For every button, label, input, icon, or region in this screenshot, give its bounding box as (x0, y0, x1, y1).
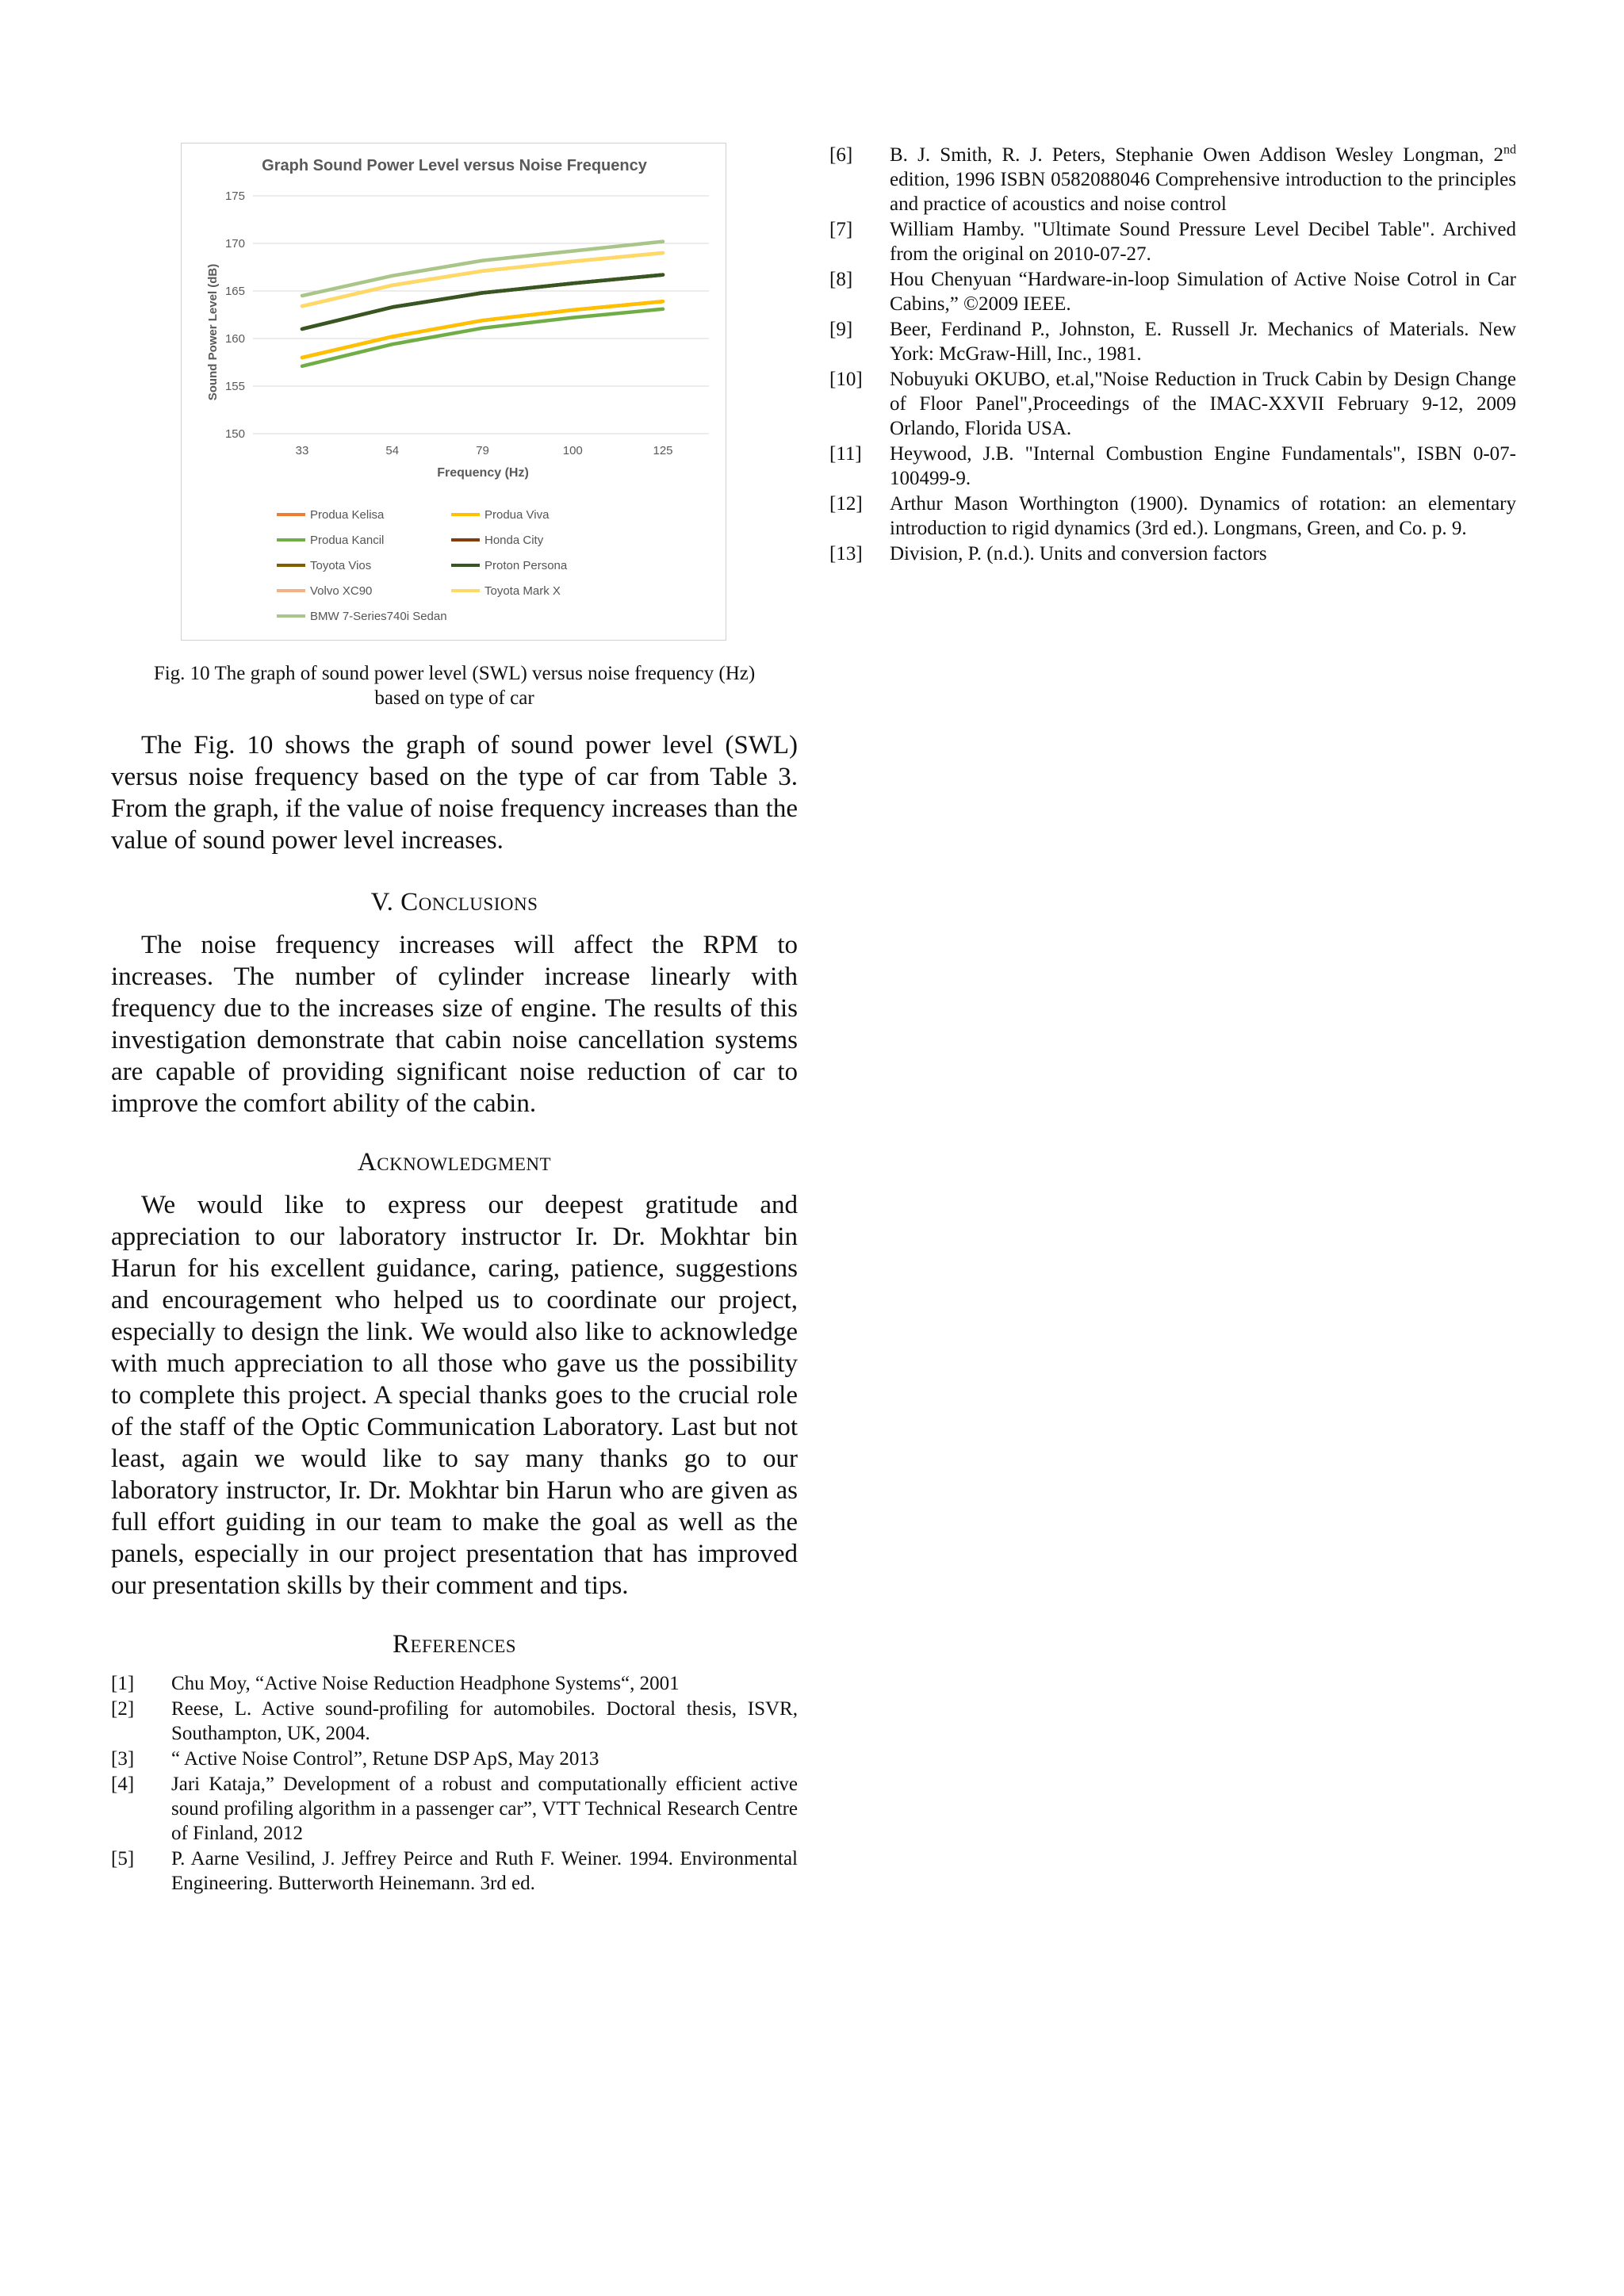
reference-text: Reese, L. Active sound-profiling for automobiles. Doctoral thesis, ISVR, Southampton, UK, 2004. (171, 1698, 798, 1744)
references-list-right (829, 143, 1516, 566)
chart-legend (277, 507, 689, 624)
reference-item (829, 143, 1516, 216)
reference-number: [8] (829, 269, 853, 290)
figure-10 (181, 143, 726, 641)
left-column (111, 143, 798, 1896)
reference-number: [3] (111, 1748, 135, 1770)
references-heading: References (392, 1630, 517, 1659)
reference-item (111, 1846, 798, 1896)
reference-text: Beer, Ferdinand P., Johnston, E. Russell Jr. Mechanics of Materials. New York: McGraw-Hill, Inc., 1981. (890, 319, 1516, 365)
references-list-left (111, 1671, 798, 1896)
x-tick-label: 100 (562, 444, 583, 457)
reference-text: Division, P. (n.d.). Units and conversion factors (890, 543, 1267, 564)
reference-superscript: nd (1503, 143, 1516, 157)
legend-label: Produa Viva (485, 507, 550, 522)
reference-item (829, 317, 1516, 366)
legend-entry (277, 608, 451, 624)
legend-swatch (277, 589, 305, 592)
legend-entry (277, 507, 451, 522)
y-tick-label: 155 (224, 380, 245, 393)
legend-label: Produa Kelisa (310, 507, 385, 522)
right-column (829, 143, 1516, 567)
reference-text (890, 143, 1516, 216)
reference-item (829, 217, 1516, 266)
reference-number: [5] (111, 1848, 135, 1869)
chart-y-ticks (225, 189, 245, 441)
reference-number: [10] (829, 369, 863, 390)
reference-item (111, 1671, 798, 1696)
legend-swatch (277, 513, 305, 516)
reference-text: Chu Moy, “Active Noise Reduction Headphone Systems“, 2001 (171, 1673, 680, 1694)
y-tick-label: 160 (224, 332, 245, 346)
legend-entry (451, 507, 642, 522)
legend-label: Produa Kancil (310, 533, 385, 547)
legend-swatch (451, 513, 480, 516)
reference-text: William Hamby. "Ultimate Sound Pressure Level Decibel Table". Archived from the original on 2010-07-27. (890, 219, 1516, 265)
legend-entry (451, 583, 642, 599)
y-tick-label: 170 (224, 237, 245, 251)
x-tick-label: 54 (385, 444, 400, 457)
reference-item (829, 541, 1516, 566)
legend-swatch (277, 538, 305, 541)
legend-label: BMW 7-Series740i Sedan (310, 609, 447, 623)
conclusions-heading: V. Conclusions (370, 888, 538, 916)
legend-swatch (451, 589, 480, 592)
reference-text-part: B. J. Smith, R. J. Peters, Stephanie Owen Addison Wesley Longman, 2 (890, 144, 1503, 166)
reference-number: [4] (111, 1774, 135, 1795)
chart-x-axis-label: Frequency (Hz) (437, 466, 529, 480)
reference-item (829, 442, 1516, 491)
reference-number: [9] (829, 319, 853, 340)
legend-swatch (451, 564, 480, 567)
reference-number: [12] (829, 493, 863, 515)
legend-label: Honda City (485, 533, 544, 547)
y-tick-label: 150 (224, 427, 245, 441)
legend-label: Proton Persona (485, 558, 568, 572)
legend-swatch (451, 538, 480, 541)
chart-y-axis-label: Sound Power Level (dB) (206, 263, 220, 401)
acknowledgment-paragraph: We would like to express our deepest gratitude and appreciation to our laboratory instructor Ir. Dr. Mokhtar bin Harun for his excellent guidance, caring, patience, suggestions and encouragement who helped us to coordinate our project, especially to design the link. We would also like to acknowledge with much appreciation to all those who gave us the possibility to complete this project. A special thanks goes to the crucial role of the staff of the Optic Communication Laboratory. Last but not least, again we would like to say many thanks go to our laboratory instructor, Ir. Dr. Mokhtar bin Harun who are given as full effort guiding in our team to make the goal as well as the panels, especially in our project presentation that has improved our presentation skills by their comment and tips. (111, 1191, 798, 1600)
reference-text: Arthur Mason Worthington (1900). Dynamics of rotation: an elementary introduction to rigid dynamics (3rd ed.). Longmans, Green, and Co. p. 9. (890, 493, 1516, 539)
legend-entry (277, 532, 451, 548)
legend-swatch (277, 614, 305, 618)
reference-number: [11] (829, 443, 862, 465)
reference-text: Hou Chenyuan “Hardware-in-loop Simulation of Active Noise Cotrol in Car Cabins,” ©2009 IEEE. (890, 269, 1516, 315)
reference-item (829, 367, 1516, 441)
reference-text: Jari Kataja,” Development of a robust and computationally efficient active sound profiling algorithm in a passenger car”, VTT Technical Research Centre of Finland, 2012 (171, 1774, 798, 1844)
reference-text: Nobuyuki OKUBO, et.al,"Noise Reduction in Truck Cabin by Design Change of Floor Panel",Proceedings of the IMAC-XXVII February 9-12, 2009 Orlando, Florida USA. (890, 369, 1516, 439)
legend-swatch (277, 564, 305, 567)
reference-text: P. Aarne Vesilind, J. Jeffrey Peirce and Ruth F. Weiner. 1994. Environmental Engineering. Butterworth Heinemann. 3rd ed. (171, 1848, 798, 1894)
chart-gridlines (253, 196, 709, 434)
y-tick-label: 165 (224, 285, 245, 298)
figure-caption (111, 661, 798, 710)
reference-item (111, 1747, 798, 1771)
x-tick-label: 125 (653, 444, 673, 457)
chart-x-ticks (296, 444, 673, 457)
legend-label: Toyota Vios (310, 558, 372, 572)
legend-entry (451, 532, 642, 548)
x-tick-label: 79 (476, 444, 489, 457)
reference-number: [1] (111, 1673, 135, 1694)
legend-entry (277, 557, 451, 573)
reference-number: [6] (829, 144, 853, 166)
reference-number: [2] (111, 1698, 135, 1720)
legend-entry (277, 583, 451, 599)
caption-line-1: Fig. 10 The graph of sound power level (SWL) versus noise frequency (Hz) (153, 663, 756, 684)
y-tick-label: 175 (224, 189, 245, 203)
reference-number: [13] (829, 543, 863, 564)
x-tick-label: 33 (295, 444, 309, 457)
conclusions-paragraph: The noise frequency increases will affect the RPM to increases. The number of cylinder increase linearly with frequency due to the increases size of engine. The results of this investigation demonstrate that cabin noise cancellation systems are capable of providing significant noise reduction of car to improve the comfort ability of the cabin. (111, 931, 798, 1118)
figure-discussion-paragraph: The Fig. 10 shows the graph of sound power level (SWL) versus noise frequency based on the type of car from Table 3. From the graph, if the value of noise frequency increases than the value of sound power level increases. (111, 731, 798, 855)
chart-title: Graph Sound Power Level versus Noise Frequency (262, 157, 647, 174)
chart-series (302, 242, 663, 366)
reference-text: “ Active Noise Control”, Retune DSP ApS, May 2013 (171, 1748, 599, 1770)
legend-label: Toyota Mark X (485, 584, 561, 598)
reference-text-part: edition, 1996 ISBN 0582088046 Comprehensive introduction to the principles and practice of acoustics and noise control (890, 169, 1516, 215)
caption-line-2: based on type of car (374, 687, 534, 709)
reference-item (111, 1697, 798, 1746)
reference-item (829, 267, 1516, 316)
series-line (302, 242, 663, 296)
acknowledgment-heading: Acknowledgment (357, 1148, 552, 1177)
reference-text: Heywood, J.B. "Internal Combustion Engine Fundamentals", ISBN 0-07-100499-9. (890, 443, 1516, 489)
reference-number: [7] (829, 219, 853, 240)
legend-label: Volvo XC90 (310, 584, 373, 598)
legend-entry (451, 557, 642, 573)
reference-item (829, 492, 1516, 541)
reference-item (111, 1772, 798, 1846)
